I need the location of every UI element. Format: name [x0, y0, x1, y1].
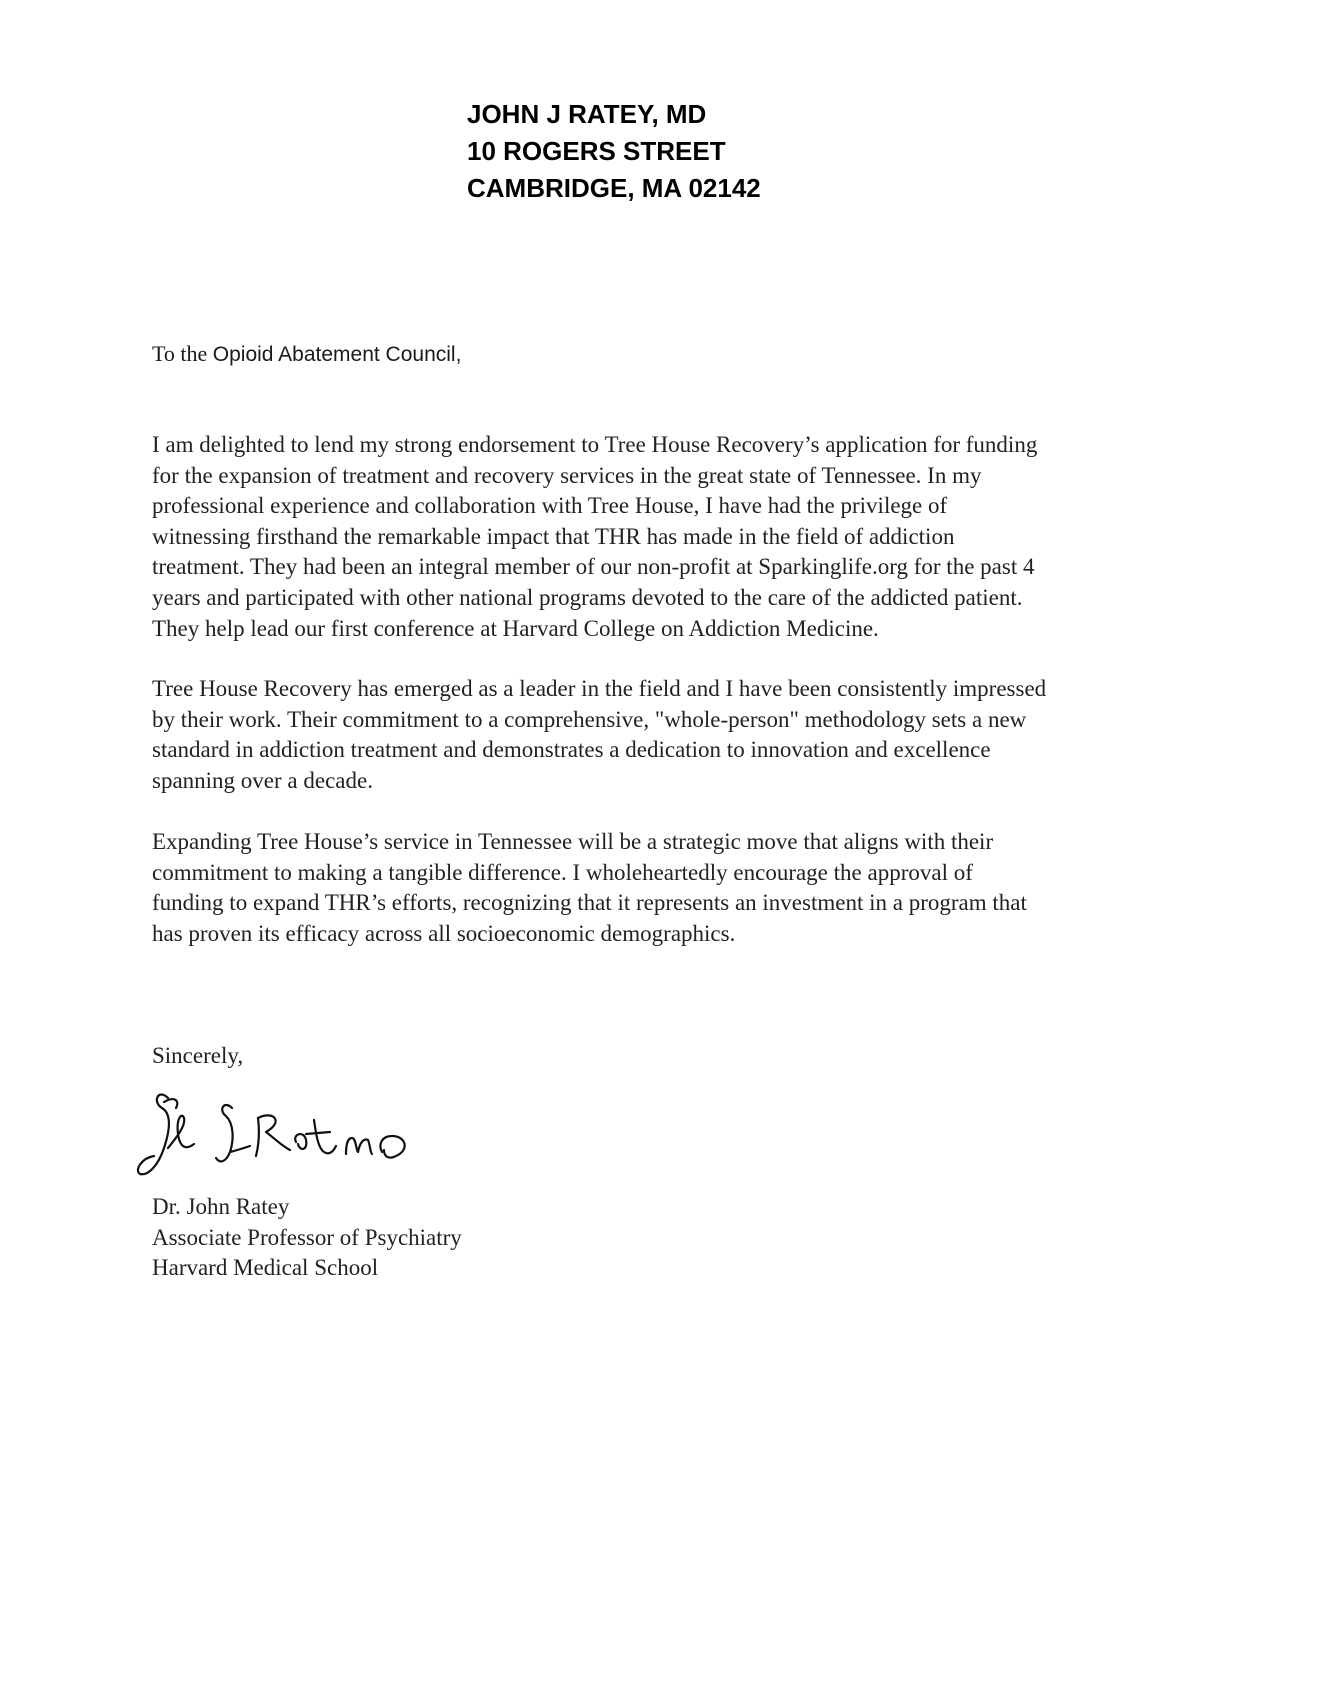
paragraph-line: commitment to making a tangible difference. I wholeheartedly encourage the approval of: [152, 859, 973, 885]
paragraph-line: has proven its efficacy across all socioeconomic demographics.: [152, 920, 736, 946]
paragraph-leadership: [152, 674, 1046, 796]
paragraph-line: Expanding Tree House’s service in Tennessee will be a strategic move that aligns with their: [152, 829, 994, 854]
paragraph-line: spanning over a decade.: [152, 767, 373, 793]
letterhead-city: CAMBRIDGE, MA 02142: [467, 173, 761, 203]
paragraph-expansion: [152, 827, 1027, 949]
paragraph-line: for the expansion of treatment and recovery services in the great state of Tennessee. In my: [152, 462, 982, 488]
salutation-prefix: To the: [152, 341, 208, 366]
paragraph-line: They help lead our first conference at Harvard College on Addiction Medicine.: [152, 615, 879, 641]
letterhead: [467, 96, 761, 207]
paragraph-line: treatment. They had been an integral member of our non-profit at Sparkinglife.org for the past 4: [152, 554, 1035, 580]
signer-name: Dr. John Ratey: [152, 1194, 290, 1219]
paragraph-endorsement: [152, 430, 1037, 644]
paragraph-line: by their work. Their commitment to a comprehensive, "whole-person" methodology sets a new: [152, 706, 1027, 732]
paragraph-line: professional experience and collaboration with Tree House, I have had the privilege of: [152, 493, 948, 519]
letterhead-name: JOHN J RATEY, MD: [467, 99, 707, 129]
signer-institution: Harvard Medical School: [152, 1255, 379, 1280]
paragraph-line: funding to expand THR’s efforts, recognizing that it represents an investment in a program that: [152, 890, 1027, 916]
salutation: [152, 339, 461, 370]
signature-block: [152, 1192, 462, 1284]
salutation-recipient: Opioid Abatement Council,: [212, 343, 462, 366]
paragraph-line: witnessing firsthand the remarkable impact that THR has made in the field of addiction: [152, 523, 955, 549]
paragraph-line: years and participated with other national programs devoted to the care of the addicted patient.: [152, 584, 1023, 610]
handwritten-signature: [134, 1078, 464, 1188]
paragraph-line: standard in addiction treatment and demonstrates a dedication to innovation and excellence: [152, 737, 991, 763]
paragraph-line: Tree House Recovery has emerged as a leader in the field and I have been consistently impressed: [152, 676, 1047, 701]
signer-title: Associate Professor of Psychiatry: [152, 1224, 462, 1250]
letterhead-street: 10 ROGERS STREET: [467, 136, 726, 166]
closing: Sincerely,: [152, 1043, 244, 1068]
paragraph-line: I am delighted to lend my strong endorsement to Tree House Recovery’s application for funding: [152, 432, 1038, 457]
